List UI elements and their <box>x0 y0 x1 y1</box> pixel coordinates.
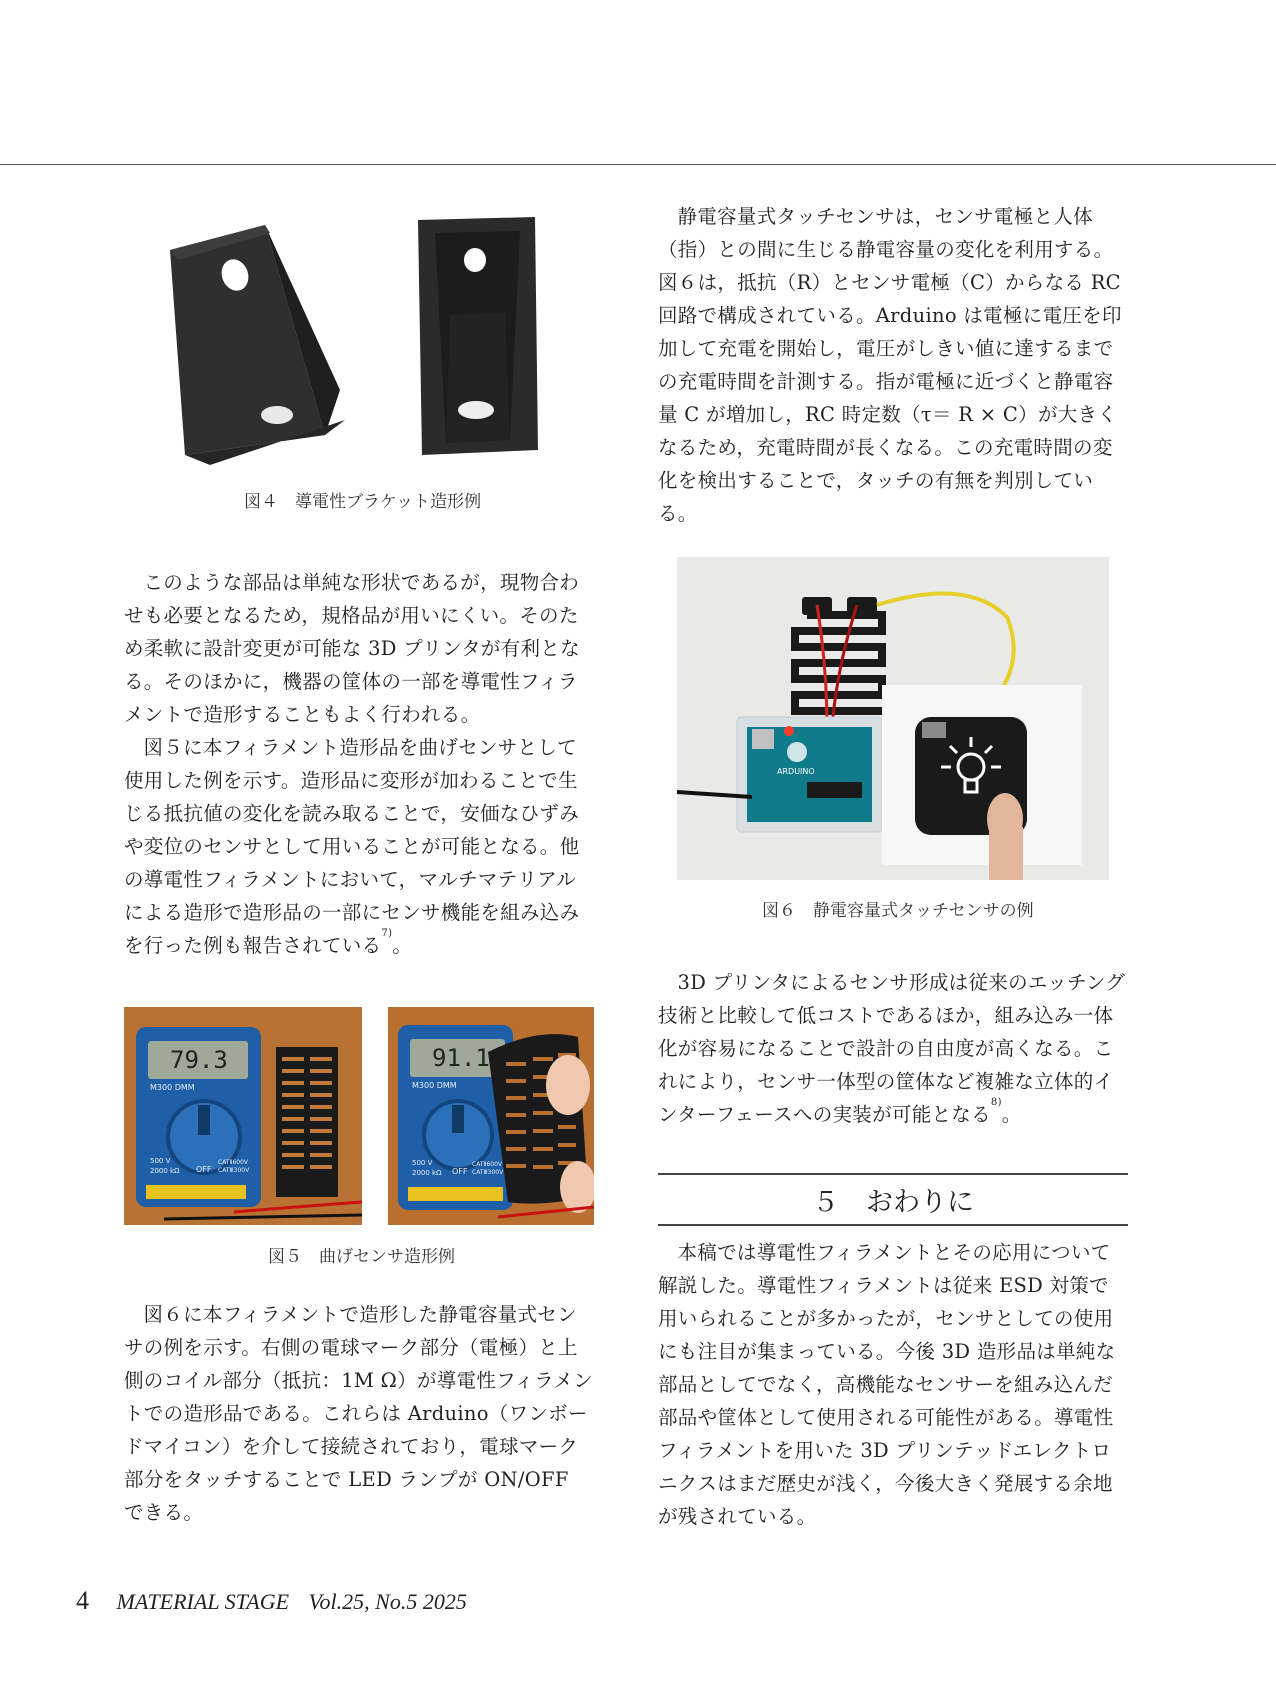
page-number: 4 <box>76 1586 89 1615</box>
paragraph <box>124 731 594 962</box>
multimeter-model-right: M300 DMM <box>412 1081 457 1090</box>
paragraph: このような部品は単純な形状であるが，現物合わせも必要となるため，規格品が用いにくい。そのため柔軟に設計変更が可能な 3D プリンタが有利となる。そのほかに，機器の筐体の一部を導電性フィラメントで造形することもよく行われる。 <box>124 571 580 726</box>
right-column-middle <box>658 966 1128 1131</box>
multimeter-range-2000k-left: 2000 kΩ <box>150 1167 180 1175</box>
paragraph <box>658 966 1128 1131</box>
paragraph: 図６に本フィラメントで造形した静電容量式センサの例を示す。右側の電球マーク部分（電極）と上側のコイル部分（抵抗：1M Ω）が導電性フィラメントでの造形品である。これらは Arduino（ワンボードマイコン）を介して接続されており，電球マーク部分をタッチすることで LED ランプが ON/OFF できる。 <box>124 1303 594 1524</box>
figure-5-photo-left <box>124 1007 362 1225</box>
right-column-upper <box>658 200 1128 530</box>
page-footer <box>76 1586 467 1616</box>
paragraph-end: 。 <box>392 934 413 957</box>
multimeter-off-label-right: OFF <box>452 1167 468 1176</box>
figure-4-photo <box>150 205 580 470</box>
paragraph-end: 。 <box>1001 1103 1022 1126</box>
figure-6-caption: 図６ 静電容量式タッチセンサの例 <box>762 901 1034 921</box>
figure-5-photo-right <box>388 1007 594 1225</box>
multimeter-illustration-left <box>124 1007 362 1225</box>
multimeter-range-2000k-right: 2000 kΩ <box>412 1169 442 1177</box>
bracket-illustration <box>150 205 580 470</box>
multimeter-range-500v-left: 500 V <box>150 1157 171 1165</box>
multimeter-off-label-left: OFF <box>196 1165 212 1174</box>
multimeter-illustration-right <box>388 1007 594 1225</box>
arduino-board-label: ARDUINO <box>777 767 815 776</box>
figure-4-caption: 図４ 導電性ブラケット造形例 <box>244 492 482 512</box>
section-rule-top <box>658 1173 1128 1175</box>
figure-5-caption: 図５ 曲げセンサ造形例 <box>268 1247 455 1267</box>
paragraph: 本稿では導電性フィラメントとその応用について解説した。導電性フィラメントは従来 ESD 対策で用いられることが多かったが，センサとしての使用にも注目が集まっている。今後 3D 造形品は単純な部品としてでなく，高機能なセンサーを組み込んだ部品や筐体として使用される可能性がある。導電性フィラメントを用いた 3D プリンテッドエレクトロニクスはまだ歴史が浅く，今後大きく発展する余地が残されている。 <box>658 1241 1116 1528</box>
paragraph: 静電容量式タッチセンサは，センサ電極と人体（指）との間に生じる静電容量の変化を利用する。図６は，抵抗（R）とセンサ電極（C）からなる RC 回路で構成されている。Arduino は電極に電圧を印加して充電を開始し，電圧がしきい値に達するまでの充電時間を計測する。指が電極に近づくと静電容量 C が増加し，RC 時定数（τ＝ R × C）が大きくなるため，充電時間が長くなる。この充電時間の変化を検出することで，タッチの有無を判別している。 <box>658 205 1122 525</box>
touch-sensor-illustration <box>677 557 1109 880</box>
reference-7: 7) <box>381 928 393 939</box>
magazine-name: MATERIAL STAGE <box>116 1589 290 1614</box>
section-rule-bottom <box>658 1224 1128 1226</box>
header-rule <box>0 164 1276 165</box>
multimeter-display-left: 79.3 <box>170 1046 228 1074</box>
left-column-lower <box>124 1298 594 1529</box>
paragraph-text: 3D プリンタによるセンサ形成は従来のエッチング技術と比較して低コストであるほか，組み込み一体化が容易になることで設計の自由度が高くなる。これにより，センサ一体型の筐体など複雑な立体的インターフェースへの実装が可能となる <box>658 971 1126 1126</box>
multimeter-cat-label-left: CATⅡ600V CATⅢ300V <box>218 1159 250 1174</box>
figure-6-photo <box>677 557 1109 880</box>
multimeter-cat-label-right: CATⅡ600V CATⅢ300V <box>472 1161 504 1176</box>
issue-info: Vol.25, No.5 2025 <box>308 1589 467 1614</box>
section-title: ５ おわりに <box>812 1187 974 1218</box>
reference-8: 8) <box>990 1097 1002 1108</box>
multimeter-range-500v-right: 500 V <box>412 1159 433 1167</box>
multimeter-display-right: 91.1 <box>432 1044 490 1072</box>
left-column-upper <box>124 566 594 962</box>
paragraph-text: 図５に本フィラメント造形品を曲げセンサとして使用した例を示す。造形品に変形が加わることで生じる抵抗値の変化を読み取ることで，安価なひずみや変位のセンサとして用いることが可能となる。他の導電性フィラメントにおいて，マルチマテリアルによる造形で造形品の一部にセンサ機能を組み込みを行った例も報告されている <box>124 736 580 957</box>
multimeter-model-left: M300 DMM <box>150 1083 195 1092</box>
right-column-lower <box>658 1236 1128 1533</box>
